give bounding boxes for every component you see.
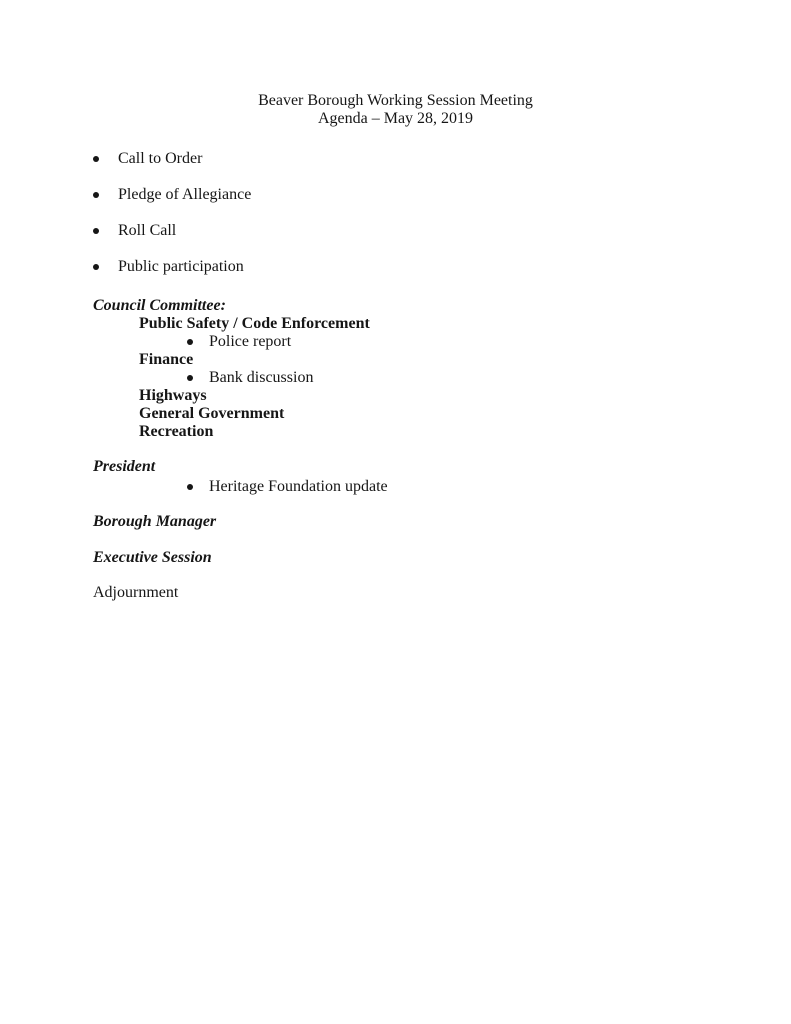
agenda-item bbox=[93, 258, 731, 276]
bullet-icon bbox=[93, 264, 99, 270]
council-committee-section bbox=[93, 297, 731, 441]
committee-item-label: Public Safety / Code Enforcement bbox=[139, 315, 370, 332]
bullet-icon bbox=[93, 156, 99, 162]
committee-item-label: General Government bbox=[139, 405, 285, 422]
document-title: Beaver Borough Working Session Meeting bbox=[258, 92, 533, 109]
bullet-icon bbox=[187, 375, 193, 381]
sub-agenda-item bbox=[187, 478, 731, 496]
agenda-item-label: Pledge of Allegiance bbox=[118, 186, 252, 203]
agenda-item bbox=[93, 222, 731, 240]
bullet-icon bbox=[187, 484, 193, 490]
bullet-icon bbox=[93, 192, 99, 198]
sub-agenda-item bbox=[187, 333, 731, 351]
council-committee-heading: Council Committee: bbox=[93, 297, 226, 314]
committee-item-label: Highways bbox=[139, 387, 207, 404]
sub-item-label: Heritage Foundation update bbox=[209, 478, 388, 495]
document-header bbox=[0, 0, 791, 128]
sub-agenda-item bbox=[187, 369, 731, 387]
borough-manager-heading: Borough Manager bbox=[93, 513, 217, 530]
committee-item-label: Finance bbox=[139, 351, 194, 368]
agenda-item bbox=[93, 150, 731, 168]
executive-session-heading: Executive Session bbox=[93, 549, 212, 566]
agenda-item-label: Call to Order bbox=[118, 150, 203, 167]
committee-item-label: Recreation bbox=[139, 423, 214, 440]
document-subtitle: Agenda – May 28, 2019 bbox=[317, 110, 474, 127]
bullet-icon bbox=[93, 228, 99, 234]
committee-list bbox=[139, 315, 731, 441]
sub-item-label: Bank discussion bbox=[209, 369, 314, 386]
agenda-item-label: Roll Call bbox=[118, 222, 177, 239]
agenda-list bbox=[93, 150, 731, 276]
agenda-item-label: Public participation bbox=[118, 258, 244, 275]
president-heading: President bbox=[93, 458, 156, 475]
adjournment-text: Adjournment bbox=[93, 584, 179, 601]
sub-item-label: Police report bbox=[209, 333, 292, 350]
bullet-icon bbox=[187, 339, 193, 345]
president-section bbox=[93, 458, 731, 496]
agenda-item bbox=[93, 186, 731, 204]
